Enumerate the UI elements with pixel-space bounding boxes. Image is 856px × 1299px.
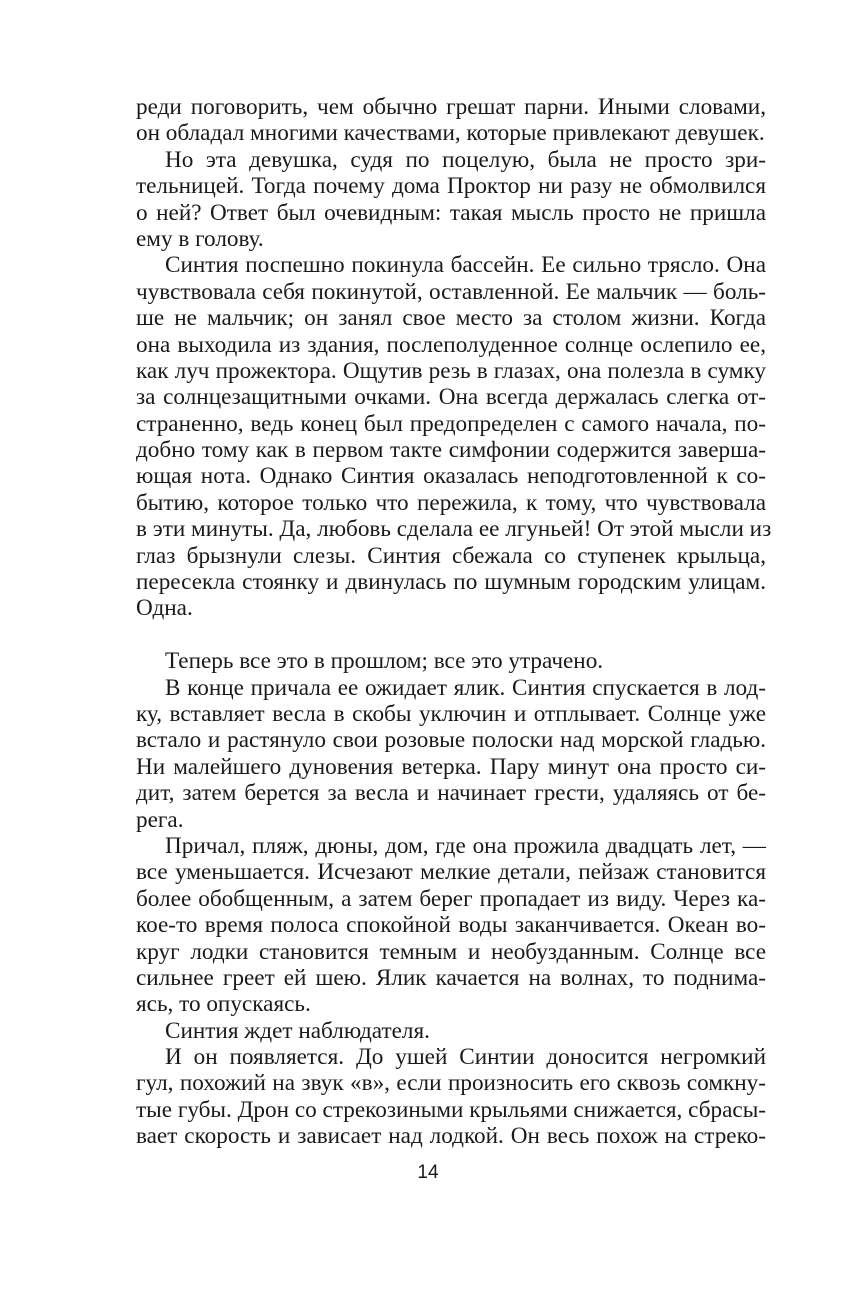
text-line: за солнцезащитными очками. Она всегда держалась слегка от-: [136, 384, 766, 411]
text-line: круг лодки становится темным и необузданным. Солнце все: [136, 938, 766, 965]
text-line: И он появляется. До ушей Синтии доносится негромкий: [165, 1044, 766, 1071]
text-line: ку, вставляет весла в скобы уключин и отплывает. Солнце уже: [136, 700, 766, 727]
text-line: вает скорость и зависает над лодкой. Он весь похож на стреко-: [136, 1123, 766, 1150]
text-line: ше не мальчик; он занял свое место за столом жизни. Когда: [136, 305, 766, 332]
text-line: страненно, ведь конец был предопределен с самого начала, по-: [136, 410, 766, 437]
section-break: [136, 622, 766, 648]
text-line: Но эта девушка, судя по поцелую, была не просто зри-: [165, 146, 766, 173]
text-line: рега.: [136, 806, 184, 833]
text-line: Причал, пляж, дюны, дом, где она прожила двадцать лет, —: [165, 832, 766, 859]
text-line: встало и растянуло свои розовые полоски над морской гладью.: [136, 727, 766, 754]
text-line: как луч прожектора. Ощутив резь в глазах, она полезла в сумку: [136, 357, 766, 384]
text-line: дит, затем берется за весла и начинает грести, удаляясь от бе-: [136, 780, 766, 807]
text-line: кое-то время полоса спокойной воды заканчивается. Океан во-: [136, 912, 766, 939]
text-line: она выходила из здания, послеполуденное солнце ослепило ее,: [136, 331, 766, 358]
text-line: все уменьшается. Исчезают мелкие детали, пейзаж становится: [136, 859, 766, 886]
text-line: Одна.: [136, 595, 193, 622]
text-line: Синтия ждет наблюдателя.: [165, 1017, 430, 1044]
text-line: он обладал многими качествами, которые привлекают девушек.: [136, 120, 765, 147]
text-line: тельницей. Тогда почему дома Проктор ни разу не обмолвился: [136, 173, 766, 200]
text-line: чувствовала себя покинутой, оставленной. Ее мальчик — боль-: [136, 278, 766, 305]
text-line: добно тому как в первом такте симфонии содержится заверша-: [136, 437, 766, 464]
body-text: [136, 94, 772, 1150]
text-line: сильнее греет ей шею. Ялик качается на волнах, то поднима-: [136, 964, 766, 991]
text-line: гул, похожий на звук «в», если произносить его сквозь сомкну-: [136, 1070, 766, 1097]
text-line: в эти минуты. Да, любовь сделала ее лгуньей! От этой мысли из: [136, 516, 772, 543]
text-line: тые губы. Дрон со стрекозиными крыльями снижается, сбрасы-: [136, 1096, 766, 1123]
text-line: ясь, то опускаясь.: [136, 991, 311, 1018]
text-line: глаз брызнули слезы. Синтия сбежала со ступенек крыльца,: [136, 542, 766, 569]
text-line: ему в голову.: [136, 225, 264, 252]
text-line: бытию, которое только что пережила, к тому, что чувствовала: [136, 489, 766, 516]
text-line: реди поговорить, чем обычно грешат парни. Иными словами,: [136, 94, 766, 120]
text-line: о ней? Ответ был очевидным: такая мысль просто не пришла: [136, 199, 766, 226]
text-line: В конце причала ее ожидает ялик. Синтия спускается в лод-: [165, 674, 766, 701]
text-line: Ни малейшего дуновения ветерка. Пару минут она просто си-: [136, 753, 766, 780]
text-line: пересекла стоянку и двинулась по шумным городским улицам.: [136, 569, 766, 596]
text-line: более обобщенным, а затем берег пропадает из виду. Через ка-: [136, 885, 766, 912]
text-line: Синтия поспешно покинула бассейн. Ее сильно трясло. Она: [165, 252, 766, 279]
page-number: 14: [417, 1162, 439, 1183]
text-line: ющая нота. Однако Синтия оказалась неподготовленной к со-: [136, 463, 766, 490]
text-line: Теперь все это в прошлом; все это утрачено.: [165, 648, 604, 675]
